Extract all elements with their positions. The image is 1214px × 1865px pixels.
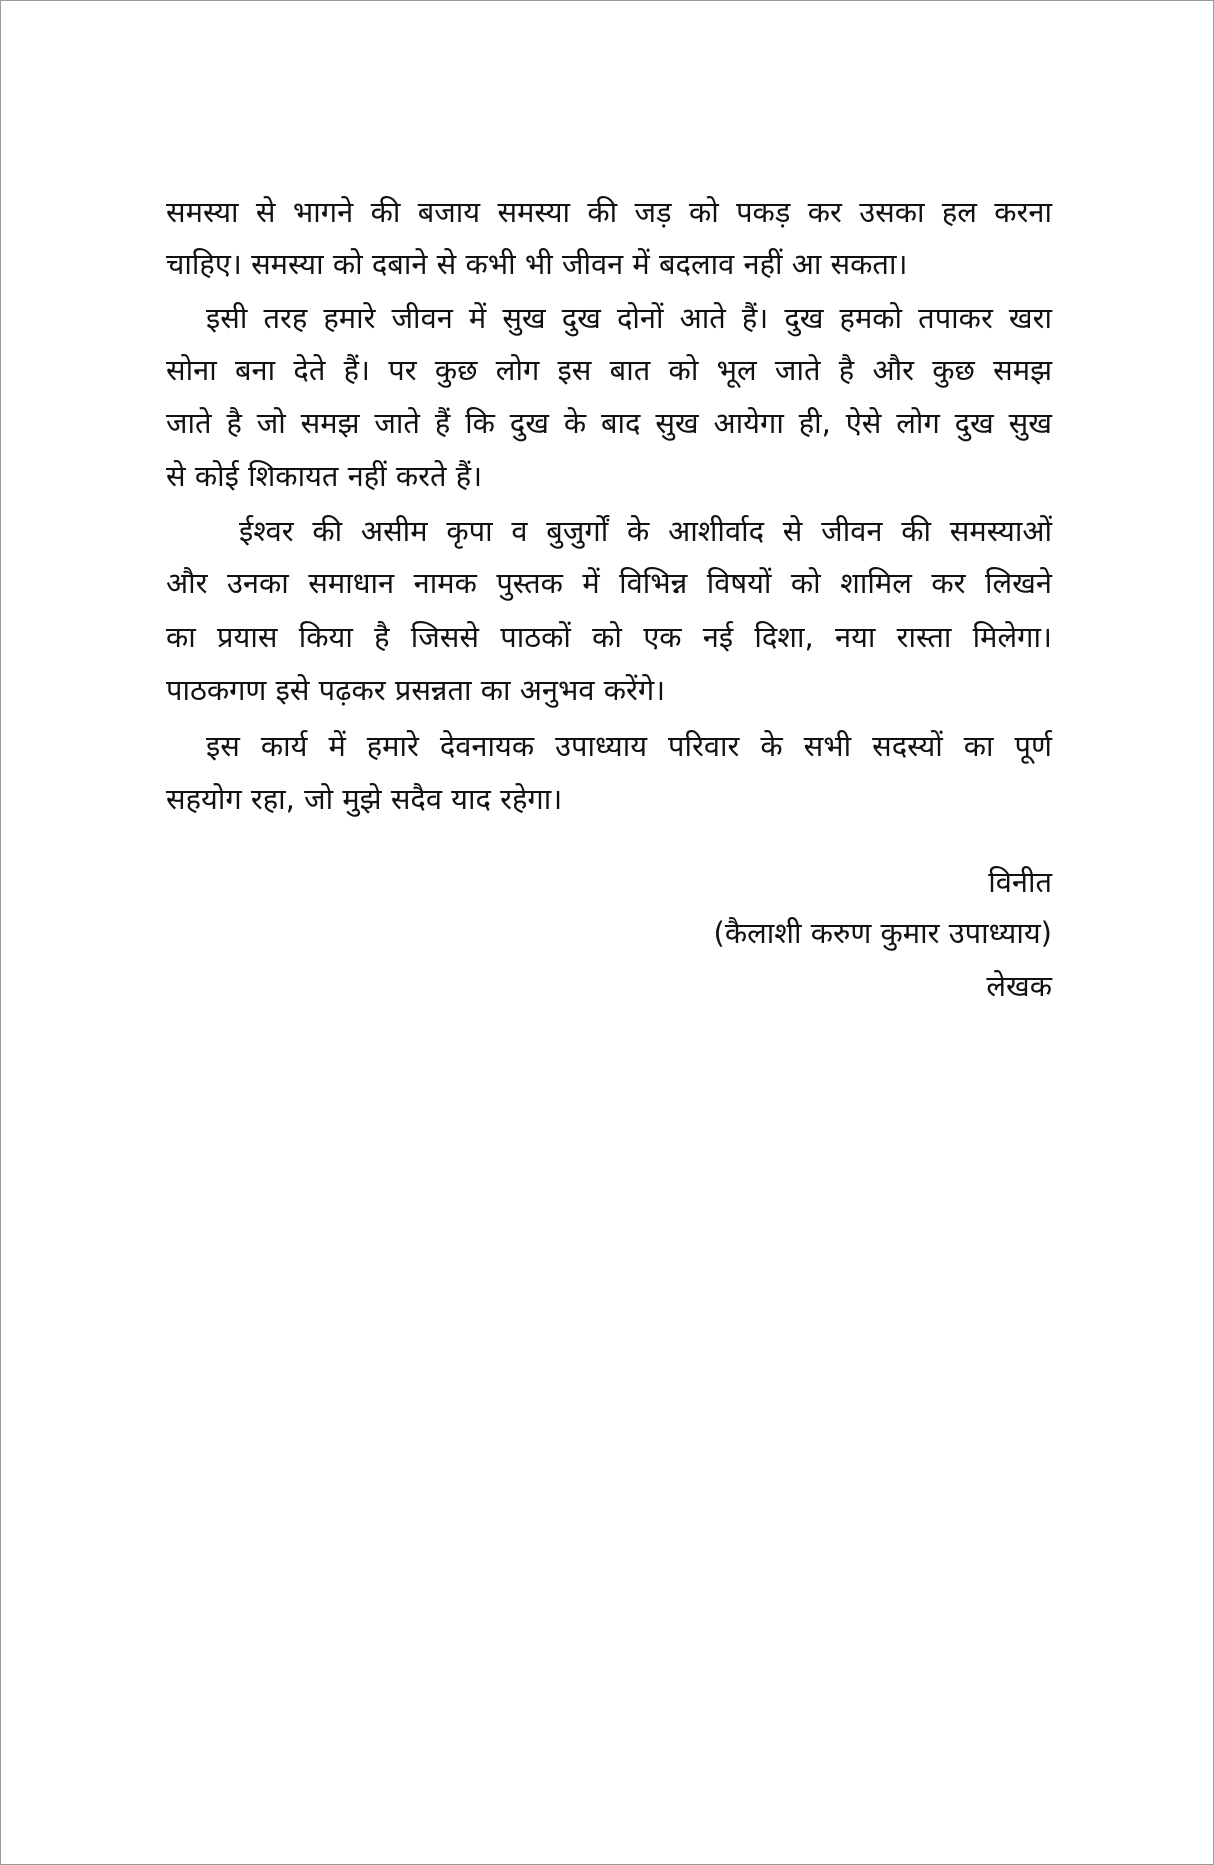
- text-line: ईश्वर की असीम कृपा व बुजुर्गों के आशीर्वाद से जीवन की समस्याओं: [239, 514, 1052, 548]
- text-line: चाहिए। समस्या को दबाने से कभी भी जीवन में बदलाव नहीं आ सकता।: [166, 247, 908, 281]
- text-line: सहयोग रहा, जो मुझे सदैव याद रहेगा।: [166, 782, 563, 816]
- text-line: और उनका समाधान नामक पुस्तक में विभिन्न विषयों को शामिल कर लिखने: [166, 566, 1052, 600]
- text-line: पाठकगण इसे पढ़कर प्रसन्नता का अनुभव करेंगे।: [166, 673, 666, 707]
- text-line: जाते है जो समझ जाते हैं कि दुख के बाद सुख आयेगा ही, ऐसे लोग दुख सुख: [166, 406, 1052, 440]
- text-line: इसी तरह हमारे जीवन में सुख दुख दोनों आते हैं। दुख हमको तपाकर खरा: [206, 301, 1052, 335]
- text-line: से कोई शिकायत नहीं करते हैं।: [166, 459, 483, 493]
- signature-role: लेखक: [986, 969, 1052, 1003]
- signature-closing: विनीत: [988, 865, 1052, 899]
- text-line: का प्रयास किया है जिससे पाठकों को एक नई दिशा, नया रास्ता मिलेगा।: [166, 620, 1052, 654]
- text-line: इस कार्य में हमारे देवनायक उपाध्याय परिवार के सभी सदस्यों का पूर्ण: [206, 729, 1052, 763]
- text-line: समस्या से भागने की बजाय समस्या की जड़ को पकड़ कर उसका हल करना: [166, 195, 1052, 229]
- signature-name: (कैलाशी करुण कुमार उपाध्याय): [713, 916, 1052, 950]
- text-line: सोना बना देते हैं। पर कुछ लोग इस बात को भूल जाते है और कुछ समझ: [166, 353, 1052, 387]
